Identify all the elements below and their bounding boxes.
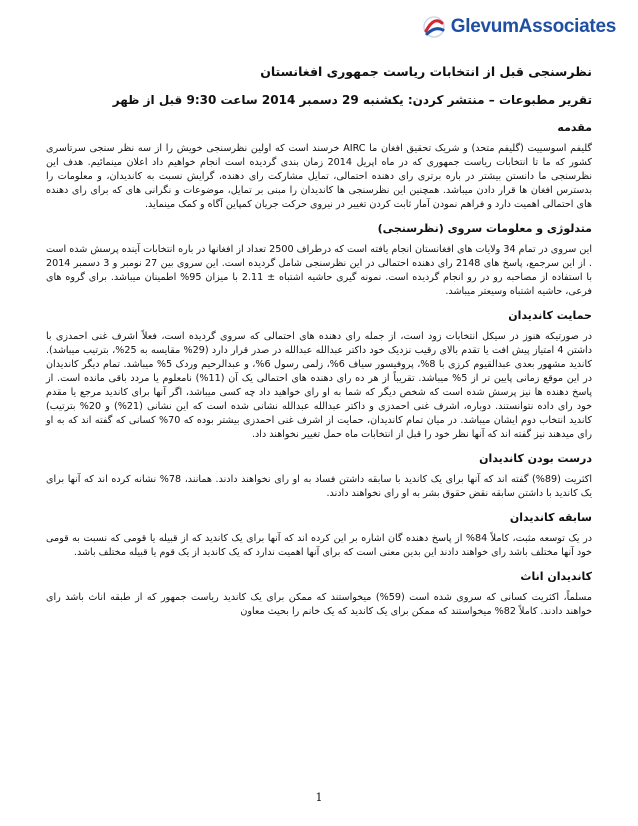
section-heading-introduction: مقدمه xyxy=(557,121,592,134)
section-text-methodology: این سروی در تمام 34 ولایات های افغانستان انجام یافته است که درطراف 2500 تعداد از افغانها در باره انتخابات آینده پرسش شده است . از این سرجمع، پاسخ های 2148 رای دهنده احتمالی در این نظرسنجی شامل گردیده است. این سروی بین 27 نومبر و 3 دسمبر 2014 با استفاده از مصاحبه رو در رو انجام گردیده است. نمونه گیری حاشیه اشتباه ± 2.11 با میزان 95% اطمینان میباشد. برای گروه های فرعی، حاشیه اشتباه وسیعتر میباشد. xyxy=(46,244,593,297)
section-heading-candidate-integrity: درست بودن کاندیدان xyxy=(479,452,592,465)
section-text-candidate-integrity: اکثریت (89%) گفته اند که آنها برای یک کاندید با سابقه داشتن فساد به او رای نخواهند دادند. همانند، 78% نشانه کرده اند که آنها برای یک کاندید با داشتن سابقه نقض حقوق بشر به او رای نخواهند دادند. xyxy=(46,474,592,499)
press-release-byline: تقریر مطبوعات – منتشر کردن: یکشنبه 29 دسمبر 2014 ساعت 9:30 قبل از ظهر xyxy=(112,93,592,107)
globe-icon xyxy=(421,14,447,40)
section-text-candidate-support: در صورتیکه هنوز در سیکل انتخابات زود است، از جمله رای دهنده های احتمالی که سروی گردیده است، فعلاً اشرف غنی احمدزی با داشتن 4 امتیاز پیش افت یا تقدم بالای رقیب نزدیک خود داکتر عبدالله عبدالله در صدر قرار دارد (29% مقایسه به 25%، بترتیب میباشد). کاندید مشهور بعدی عبدالقیوم کرزی با 8%، پروفیسور سیاف 6%، زلمی رسول 6%، و عبدالرحیم وردک 5% میباشد. تمام دیگر کاندیدان در این موقع زمانی پایین تر از 5% میباشد. تقریباً از هر ده رای دهنده های احتمالی یک آن (11%) نامعلوم یا مردد باقی مانده است. از پاسخ دهنده ها نیز پرسش شده است که شخص دیگر که شما به او رای خواهید داد چه کسی میباشد، اگر آنها برای کاندید مرجع یا مقدم خود رای داده نتوانستند. دوباره، اشرف غنی احمدزی و داکتر عبدالله عبدالله نشانی شده است که این نشانی (21%) و 20% بترتیب) کاندید انتخاب دوم ایشان میباشد. در میان تمام کاندیدان، حمایت از اشرف غنی احمدزی بیشتر بوده که 70% کسانی که گفته اند که به او رای میدهند نیز گفته اند که آنها نظر خود را قبل از انتخابات ماه حمل تغییر نخواهند داد. xyxy=(46,331,593,440)
section-heading-candidate-support: حمایت کاندیدان xyxy=(508,309,592,322)
document-body xyxy=(46,64,592,628)
document-title: نظرسنجی قبل از انتخابات ریاست جمهوری افغانستان xyxy=(260,64,592,79)
section-text-candidate-background: در یک توسعه مثبت، کاملاً 84% از پاسخ دهنده گان اشاره بر این کرده اند که آنها برای یک کاندید که از قبیله یا قومی که نسبت به قومی خود آنها مختلف باشد رای خواهند دادند این بدین معنی است که برای آنها اهمیت ندارد که یک کاندید از یک قوم یا قبیله مختلف باشد. xyxy=(46,533,592,558)
page-number: 1 xyxy=(315,791,323,804)
section-heading-candidate-background: سابقه کاندیدان xyxy=(509,511,592,524)
section-text-introduction: گلیفم اسوسییت (گلیفم متحد) و شریک تحقیق افغان ما AIRC خرسند است که اولین نظرسنجی خویش را از سه نظر سنجی سرتاسری کشور که ما تا انتخابات ریاست جمهوری که در ماه اپریل 2014 زمان بندی گردیده است انجام خواهیم داد اعلان مینمائیم. هدف این نظرسنجی ما دانستن بیشتر در باره برتری رای دهنده احتمالی، تمایل مشارکت رای دهنده، گرایش نسبت به کاندیدان، و معلومات را بدسترس افغان ها قرار دادن میباشد. همچنین این نظرسنجی ها کاندیدان را مبنی بر تمایل، موضوعات و نگرانی های که برای رای دهنده های احتمالی اهمیت دارد و فراهم نمودن آمار ثابت کردن تغییر در نیروی حرکت جریان کمپاین آگاه و کمک مینماید. xyxy=(46,143,592,210)
brand-logo xyxy=(421,14,616,40)
section-heading-female-candidates: کاندیدان اناث xyxy=(520,570,592,583)
section-text-female-candidates: مسلماً، اکثریت کسانی که سروی شده است (59%) میخواستند که ممکن برای یک کاندید ریاست جمهور که از طبقه اناث باشد رای خواهند دادند. کاملاً 82% میخواستند که ممکن برای یک کاندید که یک خانم را بحیث معاون xyxy=(46,592,592,617)
section-heading-methodology: متدلوژی و معلومات سروی (نظرسنجی) xyxy=(377,222,592,235)
brand-name: GlevumAssociates xyxy=(450,16,616,37)
